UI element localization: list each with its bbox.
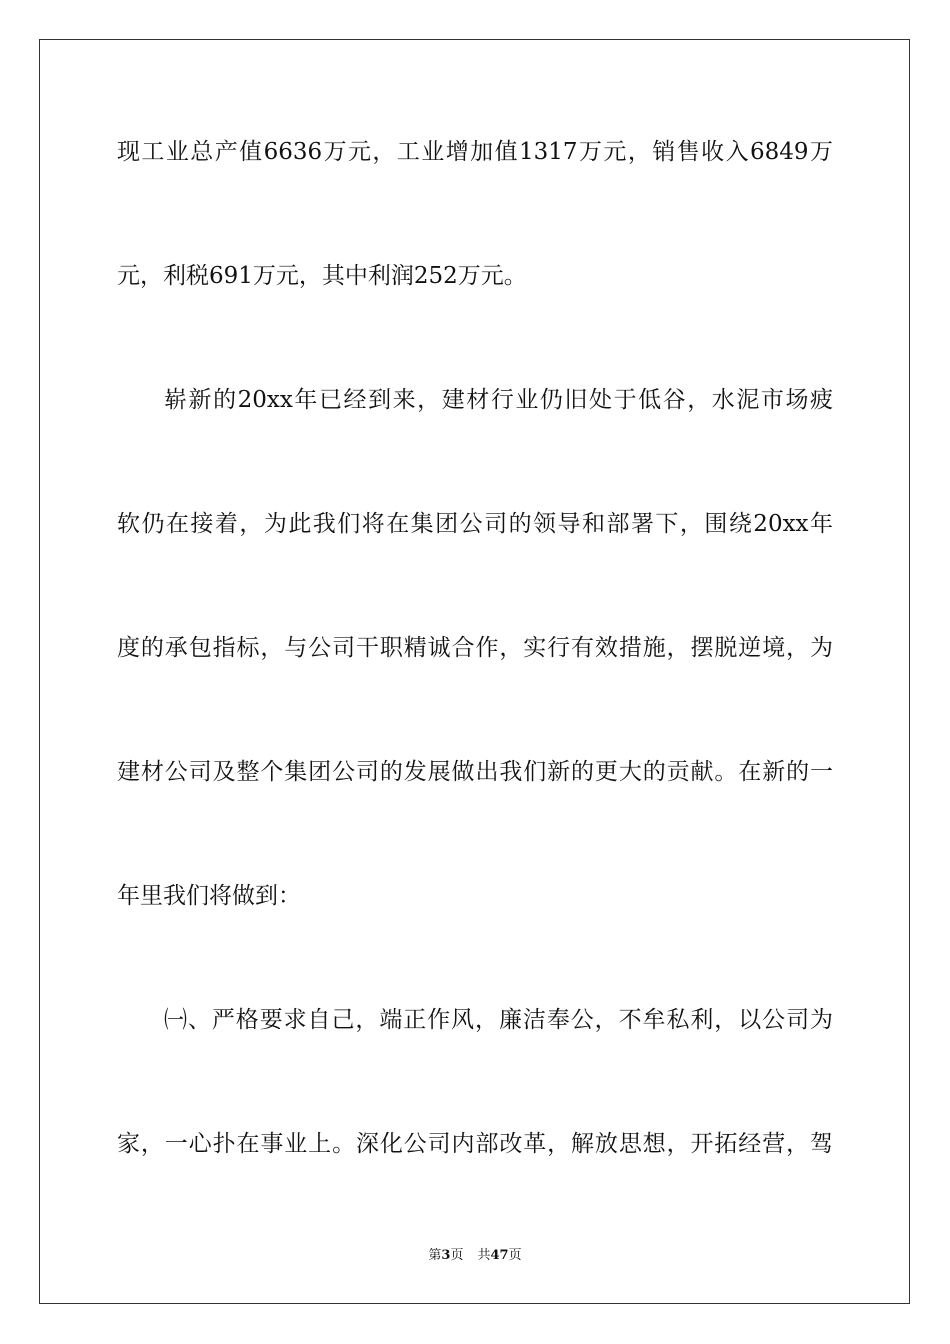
page-prefix: 第 xyxy=(428,1248,442,1263)
total-pages: 47 xyxy=(490,1248,509,1263)
page-number: 3 xyxy=(441,1248,451,1263)
text-line-5: 度的承包指标，与公司干职精诚合作，实行有效措施，摆脱逆境，为 xyxy=(117,635,833,661)
total-suffix: 页 xyxy=(508,1248,522,1263)
page-suffix: 页 xyxy=(450,1248,464,1263)
paragraph-2-line-1: 崭新的20xx年已经到来，建材行业仍旧处于低谷，水泥市场疲 xyxy=(164,387,833,413)
paragraph-3-line-1: ㈠、严格要求自己，端正作风，廉洁奉公，不牟私利，以公司为 xyxy=(164,1007,833,1033)
text-line-9: 家，一心扑在事业上。深化公司内部改革，解放思想，开拓经营，驾 xyxy=(117,1131,833,1157)
total-prefix: 共 xyxy=(477,1248,491,1263)
text-line-1: 现工业总产值6636万元，工业增加值1317万元，销售收入6849万 xyxy=(117,139,833,165)
text-line-4: 软仍在接着，为此我们将在集团公司的领导和部署下，围绕20xx年 xyxy=(117,511,833,537)
text-line-2: 元，利税691万元，其中利润252万元。 xyxy=(117,263,527,289)
text-line-6: 建材公司及整个集团公司的发展做出我们新的更大的贡献。在新的一 xyxy=(117,759,833,785)
page-border xyxy=(39,39,910,1304)
page-footer xyxy=(0,1247,950,1265)
text-line-7: 年里我们将做到： xyxy=(117,883,301,909)
